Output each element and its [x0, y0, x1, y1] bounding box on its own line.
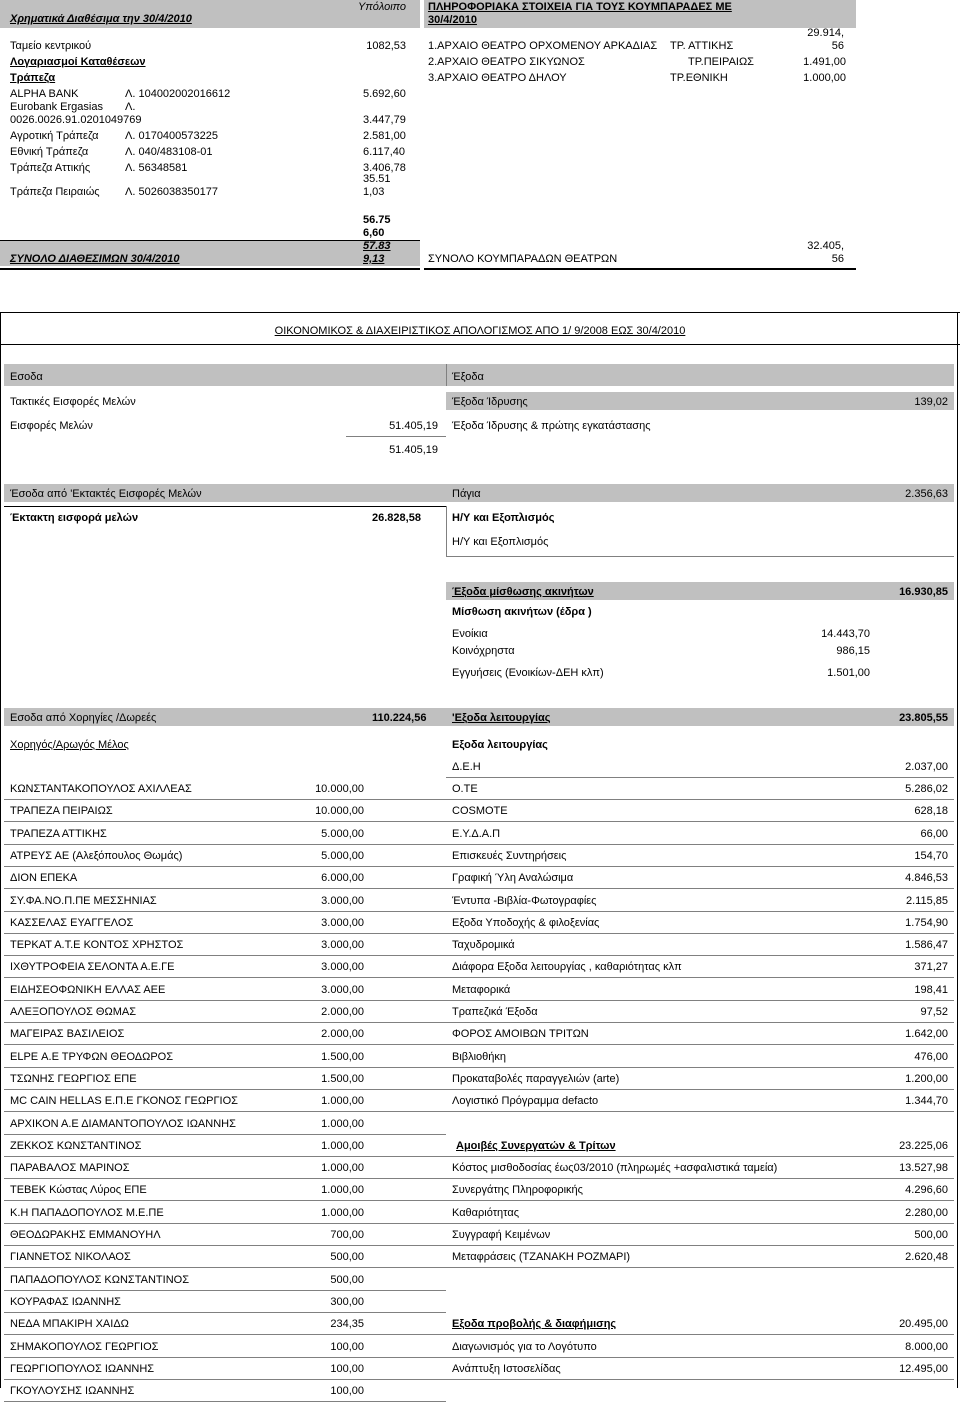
piggybank-row-value: 1.491,00	[803, 56, 846, 68]
sponsor-name: ΓΚΟΥΛΟΥΣΗΣ ΙΩΑΝΝΗΣ	[10, 1385, 135, 1397]
sponsor-name: ΤΡΑΠΕΖΑ ΠΕΙΡΑΙΩΣ	[10, 805, 113, 817]
bank-row-account-cont: 0026.0026.91.0201049769	[10, 114, 142, 126]
promotion-row-line	[446, 1379, 954, 1380]
operating-item-value: 1.642,00	[905, 1028, 948, 1040]
regular-contributions-total: 51.405,19	[389, 444, 438, 456]
bank-row-value: 3.447,79	[363, 114, 406, 126]
piggybank-row-name: 1.ΑΡΧΑΙΟ ΘΕΑΤΡΟ ΟΡΧΟΜΕΝΟΥ ΑΡΚΑΔΙΑΣ	[428, 40, 658, 52]
cash-subtotal: 56.756,60	[363, 214, 391, 239]
fee-row-line	[446, 1178, 954, 1179]
fee-item-name: Καθαριότητας	[452, 1207, 520, 1219]
rent-label: Έξοδα μίσθωσης ακινήτων	[452, 586, 594, 598]
operating-item-value: 371,27	[914, 961, 948, 973]
sponsor-name: ΘΕΟΔΩΡΑΚΗΣ ΕΜΜΑΝΟΥΗΛ	[10, 1229, 161, 1241]
sponsor-row-line	[4, 1089, 446, 1090]
operating-item-name: Ε.Υ.Δ.Α.Π	[452, 828, 501, 840]
bank-row-account: Λ. 56348581	[125, 162, 188, 174]
operating-item-value: 628,18	[914, 805, 948, 817]
fee-item-value: 13.527,98	[899, 1162, 948, 1174]
sponsor-name: ΓΕΩΡΓΙΟΠΟΥΛΟΣ ΙΩΑΝΝΗΣ	[10, 1363, 155, 1375]
sponsor-row-line	[4, 1156, 446, 1157]
sponsor-value: 2.000,00	[321, 1028, 364, 1040]
piggybank-row-bank: ΤΡ.ΠΕΙΡΑΙΩΣ	[688, 56, 754, 68]
report-right-border	[957, 312, 958, 1388]
sponsor-value: 1.500,00	[321, 1073, 364, 1085]
promotion-item-value: 12.495,00	[899, 1363, 948, 1375]
report-title-top-line	[0, 312, 960, 313]
operating-item-name: Επισκευές Συντηρήσεις	[452, 850, 567, 862]
sponsor-value: 1.500,00	[321, 1051, 364, 1063]
operating-item-name: Ταχυδρομικά	[452, 939, 515, 951]
income-header-band	[4, 364, 446, 386]
sponsor-name: ΠΑΡΑΒΑΛΟΣ ΜΑΡΙΝΟΣ	[10, 1162, 130, 1174]
sponsor-value: 2.000,00	[321, 1006, 364, 1018]
operating-item-name: Προκαταβολές παραγγελιών (arte)	[452, 1073, 620, 1085]
sponsor-name: ΤΕΡΚΑΤ Α.Τ.Ε ΚΟΝΤΟΣ ΧΡΗΣΤΟΣ	[10, 939, 184, 951]
rent-sub: Μίσθωση ακινήτων (έδρα )	[452, 606, 592, 618]
extra-item-top-line	[4, 506, 446, 507]
sponsorships-label: Εσοδα από Χορηγίες /Δωρεές	[10, 712, 157, 724]
sponsor-row-line	[4, 844, 446, 845]
sponsor-name: ΤΕΒΕΚ Κώστας Λύρος ΕΠΕ	[10, 1184, 147, 1196]
sponsor-row-line	[4, 1267, 446, 1268]
rent-item-value: 14.443,70	[821, 628, 870, 640]
sponsor-value: 1.000,00	[321, 1207, 364, 1219]
operating-row-line	[446, 1000, 954, 1001]
operating-row-line	[446, 1067, 954, 1068]
operating-item-name: ΦΟΡΟΣ ΑΜΟΙΒΩΝ ΤΡΙΤΩΝ	[452, 1028, 589, 1040]
fixed-assets-line	[446, 556, 954, 557]
sponsor-name: ΔΙΟΝ ΕΠΕΚΑ	[10, 872, 78, 884]
sponsor-value: 1.000,00	[321, 1184, 364, 1196]
expenses-header-band	[446, 364, 954, 386]
operating-item-name: Λογιστικό Πρόγραμμα defacto	[452, 1095, 599, 1107]
sponsor-value: 3.000,00	[321, 895, 364, 907]
sponsor-value: 3.000,00	[321, 939, 364, 951]
sponsor-name: ΤΡΑΠΕΖΑ ΑΤΤΙΚΗΣ	[10, 828, 107, 840]
operating-row-line	[446, 911, 954, 912]
operating-sub-label: Εξοδα λειτουργίας	[452, 739, 548, 751]
sponsor-row-line	[4, 1134, 446, 1135]
operating-item-value: 1.586,47	[905, 939, 948, 951]
sponsor-value: 3.000,00	[321, 917, 364, 929]
operating-row-line	[446, 777, 954, 778]
sponsor-row-line	[4, 1044, 446, 1045]
piggybank-row-bank: ΤΡ.ΕΘΝΙΚΗ	[670, 72, 728, 84]
sponsor-value: 700,00	[330, 1229, 364, 1241]
sponsor-value: 100,00	[330, 1385, 364, 1397]
operating-row-line	[446, 1044, 954, 1045]
piggybank-row-bank: ΤΡ. ΑΤΤΙΚΗΣ	[670, 40, 734, 52]
piggybank-row-name: 3.ΑΡΧΑΙΟ ΘΕΑΤΡΟ ΔΗΛΟΥ	[428, 72, 567, 84]
operating-item-value: 198,41	[914, 984, 948, 996]
sponsor-value: 1.000,00	[321, 1140, 364, 1152]
sponsor-value: 5.000,00	[321, 828, 364, 840]
sponsorships-value: 110.224,56	[372, 712, 427, 724]
sponsor-value: 300,00	[330, 1296, 364, 1308]
sponsor-value: 1.000,00	[321, 1095, 364, 1107]
sponsor-row-line	[4, 1200, 446, 1201]
operating-item-value: 5.286,02	[905, 783, 948, 795]
bank-row-label: Εθνική Τράπεζα	[10, 146, 89, 158]
sponsor-row-line	[4, 1245, 446, 1246]
sponsors-sub-label: Χορηγός/Αρωγός Μέλος	[10, 739, 129, 751]
operating-item-name: Διάφορα Εξοδα λειτουργίας , καθαριότητας κλπ	[452, 961, 682, 973]
cash-row-value: 1082,53	[366, 40, 406, 52]
deposits-heading: Λογαριασμοί Καταθέσεων	[10, 56, 146, 68]
sponsor-row-line	[4, 1111, 446, 1112]
operating-row-line	[446, 1089, 954, 1090]
sponsor-name: ΚΟΥΡΑΦΑΣ ΙΩΑΝΝΗΣ	[10, 1296, 121, 1308]
sponsor-row-line	[4, 799, 446, 800]
operating-label: 'Εξοδα λειτουργίας	[452, 712, 551, 724]
sponsor-name: ΝΕΔΑ ΜΠΑΚΙΡΗ ΧΑΙΔΩ	[10, 1318, 129, 1330]
rent-item-value: 1.501,00	[827, 667, 870, 679]
operating-row-line	[446, 799, 954, 800]
extra-contributions-item: Έκτακτη εισφορά μελών	[10, 512, 139, 524]
operating-item-value: 2.115,85	[905, 895, 948, 907]
bank-row-label: Αγροτική Τράπεζα	[10, 130, 99, 142]
operating-item-value: 1.200,00	[905, 1073, 948, 1085]
sponsor-row-line	[4, 955, 446, 956]
operating-row-line	[446, 1111, 954, 1112]
fee-item-value: 500,00	[914, 1229, 948, 1241]
fixed-assets-label: Πάγια	[452, 488, 481, 500]
sponsor-name: ΣΗΜΑΚΟΠΟΥΛΟΣ ΓΕΩΡΓΙΟΣ	[10, 1341, 159, 1353]
expenses-header: Έξοδα	[452, 371, 484, 383]
bank-row-account: Λ. 5026038350177	[125, 186, 218, 198]
promotion-row-line	[446, 1334, 954, 1335]
fees-value: 23.225,06	[899, 1140, 948, 1152]
sponsor-name: ΠΑΠΑΔΟΠΟΥΛΟΣ ΚΩΝΣΤΑΝΤΙΝΟΣ	[10, 1274, 189, 1286]
regular-total-line	[346, 436, 446, 437]
operating-item-name: Ο.ΤΕ	[452, 783, 478, 795]
sponsor-row-line	[4, 866, 446, 867]
operating-row-line	[446, 888, 954, 889]
sponsor-row-line	[4, 1290, 446, 1291]
fixed-assets-sub: Η/Υ και Εξοπλισμός	[452, 512, 555, 524]
piggybank-row-name: 2.ΑΡΧΑΙΟ ΘΕΑΤΡΟ ΣΙΚΥΩΝΟΣ	[428, 56, 585, 68]
operating-row-line	[446, 1022, 954, 1023]
sponsor-name: ΣΥ.ΦΑ.ΝΟ.Π.ΠΕ ΜΕΣΣΗΝΙΑΣ	[10, 895, 157, 907]
bank-row-label: Eurobank Ergasias	[10, 101, 103, 113]
sponsor-row-line	[4, 1334, 446, 1335]
piggybank-row-value: 29.914,56	[807, 27, 844, 52]
promotion-label: Εξοδα προβολής & διαφήμισης	[452, 1318, 617, 1330]
promotion-value: 20.495,00	[899, 1318, 948, 1330]
operating-item-value: 154,70	[914, 850, 948, 862]
sponsor-name: ΑΤΡΕΥΣ ΑΕ (Αλεξόπουλος Θωμάς)	[10, 850, 183, 862]
cash-total-top-line	[0, 240, 420, 241]
bank-row-account: Λ. 040/483108-01	[125, 146, 213, 158]
bank-row-value: 2.581,00	[363, 130, 406, 142]
sponsor-value: 6.000,00	[321, 872, 364, 884]
fee-row-line	[446, 1223, 954, 1224]
operating-item-value: 2.037,00	[905, 761, 948, 773]
sponsor-value: 3.000,00	[321, 984, 364, 996]
operating-item-name: Τραπεζικά Έξοδα	[452, 1006, 538, 1018]
sponsor-name: MC CAIN HELLAS Ε.Π.Ε ΓΚΟΝΟΣ ΓΕΩΡΓΙΟΣ	[10, 1095, 238, 1107]
sponsor-name: ΖΕΚΚΟΣ ΚΩΝΣΤΑΝΤΙΝΟΣ	[10, 1140, 142, 1152]
promotion-item-value: 8.000,00	[905, 1341, 948, 1353]
operating-item-name: Εξοδα Υποδοχής & φιλοξενίας	[452, 917, 600, 929]
sponsor-value: 10.000,00	[315, 805, 364, 817]
setup-value: 139,02	[914, 396, 948, 408]
fees-label: Αμοιβές Συνεργατών & Τρίτων	[456, 1140, 616, 1152]
operating-item-value: 476,00	[914, 1051, 948, 1063]
rent-item-name: Κοινόχρηστα	[452, 645, 515, 657]
bank-row-account: Λ.	[125, 101, 136, 113]
operating-row-line	[446, 821, 954, 822]
sponsor-name: ΕΙΔΗΣΕΟΦΩΝΙΚΗ ΕΛΛΑΣ ΑΕΕ	[10, 984, 166, 996]
piggybank-total-bottom-line	[424, 268, 856, 270]
income-header: Εσοδα	[10, 371, 43, 383]
sponsor-row-line	[4, 1223, 446, 1224]
bank-row-value: 3.406,78	[363, 162, 406, 174]
fixed-assets-item: Η/Υ και Εξοπλισμός	[452, 536, 549, 548]
bank-row-account: Λ. 0170400573225	[125, 130, 218, 142]
operating-item-value: 66,00	[920, 828, 948, 840]
piggybank-total-value: 32.405,56	[807, 240, 844, 265]
operating-row-line	[446, 955, 954, 956]
sponsor-row-line	[4, 911, 446, 912]
extra-contributions-value: 26.828,58	[372, 512, 421, 524]
bank-row-account: Λ. 104002002016612	[125, 88, 231, 100]
rent-item-name: Εγγυήσεις (Ενοικίων-ΔΕΗ κλπ)	[452, 667, 604, 679]
report-title-bottom-line	[0, 344, 960, 345]
fee-item-value: 2.280,00	[905, 1207, 948, 1219]
sponsor-row-line	[4, 1022, 446, 1023]
extra-contributions-label: Έσοδα από 'Εκτακτές Εισφορές Μελών	[10, 488, 202, 500]
piggybank-row-value: 1.000,00	[803, 72, 846, 84]
bank-row-label: Τράπεζα Αττικής	[10, 162, 91, 174]
fee-item-value: 4.296,60	[905, 1184, 948, 1196]
bank-row-label: Τράπεζα Πειραιώς	[10, 186, 100, 198]
sponsor-name: ΑΛΕΞΟΠΟΥΛΟΣ ΘΩΜΑΣ	[10, 1006, 137, 1018]
sponsor-name: ΚΑΣΣΕΛΑΣ ΕΥΑΓΓΕΛΟΣ	[10, 917, 134, 929]
sponsor-name: ΓΙΑΝΝΕΤΟΣ ΝΙΚΟΛΑΟΣ	[10, 1251, 131, 1263]
piggybank-total-label: ΣΥΝΟΛΟ ΚΟΥΜΠΑΡΑΔΩΝ ΘΕΑΤΡΩΝ	[428, 253, 618, 265]
cash-row-label: Ταμείο κεντρικού	[10, 40, 92, 52]
header-divider	[446, 364, 447, 386]
cash-total-label: ΣΥΝΟΛΟ ΔΙΑΘΕΣΙΜΩΝ 30/4/2010	[10, 253, 180, 265]
fee-row-line	[446, 1267, 954, 1268]
promotion-item-name: Διαγωνισμός για το Λογότυπο	[452, 1341, 597, 1353]
operating-value: 23.805,55	[899, 712, 948, 724]
sponsor-name: ΜΑΓΕΙΡΑΣ ΒΑΣΙΛΕΙΟΣ	[10, 1028, 125, 1040]
setup-label: Έξοδα Ίδρυσης	[452, 396, 528, 408]
sponsor-row-line	[4, 1312, 446, 1313]
bank-row-value: 5.692,60	[363, 88, 406, 100]
promotion-item-name: Ανάπτυξη Ιστοσελίδας	[452, 1363, 561, 1375]
fee-row-line	[446, 1200, 954, 1201]
extra-divider	[446, 506, 447, 556]
sponsor-row-line	[4, 933, 446, 934]
sponsor-row-line	[4, 977, 446, 978]
sponsor-value: 500,00	[330, 1274, 364, 1286]
operating-item-name: Βιβλιοθήκη	[452, 1051, 507, 1063]
sponsor-name: ΙΧΘΥΤΡΟΦΕΙΑ ΣΕΛΟΝΤΑ Α.Ε.ΓΕ	[10, 961, 175, 973]
sponsor-value: 1.000,00	[321, 1162, 364, 1174]
bank-row-label: ALPHA BANK	[10, 88, 79, 100]
rent-value: 16.930,85	[899, 586, 948, 598]
operating-item-value: 97,52	[920, 1006, 948, 1018]
cash-total-bottom-line	[0, 268, 420, 270]
fixed-assets-value: 2.356,63	[905, 488, 948, 500]
report-title: ΟΙΚΟΝΟΜΙΚΟΣ & ΔΙΑΧΕΙΡΙΣΤΙΚΟΣ ΑΠΟΛΟΓΙΣΜΟΣ ΑΠΟ 1/ 9/2008 ΕΩΣ 30/4/2010	[274, 325, 686, 337]
sponsor-value: 234,35	[330, 1318, 364, 1330]
balance-header: Υπόλοιπο	[358, 1, 406, 13]
sponsor-row-line	[4, 888, 446, 889]
operating-item-name: Μεταφορικά	[452, 984, 511, 996]
cash-total-value: 57.839,13	[363, 240, 391, 265]
bank-row-value: 35.511,03	[363, 173, 391, 198]
rent-item-name: Ενοίκια	[452, 628, 488, 640]
sponsor-row-line	[4, 1357, 446, 1358]
fee-item-name: Κόστος μισθοδοσίας έως03/2010 (πληρωμές +ασφαλιστικά ταμεία)	[452, 1162, 778, 1174]
bank-heading: Τράπεζα	[10, 72, 56, 84]
operating-item-name: Έντυπα -Βιβλία-Φωτογραφίες	[452, 895, 597, 907]
sponsor-name: ΑΡΧΙΚΟΝ Α.Ε ΔΙΑΜΑΝΤΟΠΟΥΛΟΣ ΙΩΑΝΝΗΣ	[10, 1118, 236, 1130]
sponsor-name: ELPE Α.Ε ΤΡΥΦΩΝ ΘΕΟΔΩΡΟΣ	[10, 1051, 174, 1063]
operating-item-name: Δ.Ε.Η	[452, 761, 481, 773]
operating-row-line	[446, 866, 954, 867]
operating-item-value: 1.344,70	[905, 1095, 948, 1107]
sponsor-value: 100,00	[330, 1363, 364, 1375]
fee-item-name: Συνεργάτης Πληροφορικής	[452, 1184, 583, 1196]
bank-row-value: 6.117,40	[363, 146, 406, 158]
operating-row-line	[446, 977, 954, 978]
fee-row-line	[446, 1245, 954, 1246]
regular-contributions-label: Τακτικές Εισφορές Μελών	[10, 396, 136, 408]
fee-item-name: Συγγραφή Κειμένων	[452, 1229, 551, 1241]
sponsor-row-line	[4, 1379, 446, 1380]
regular-contributions-value: 51.405,19	[389, 420, 438, 432]
cash-header: Χρηματικά Διαθέσιμα την 30/4/2010	[10, 13, 192, 25]
sponsor-value: 100,00	[330, 1341, 364, 1353]
operating-row-line	[446, 933, 954, 934]
fees-row-line	[446, 1156, 954, 1157]
rent-item-value: 986,15	[836, 645, 870, 657]
sponsor-row-line	[4, 1178, 446, 1179]
sponsor-value: 1.000,00	[321, 1118, 364, 1130]
sponsor-value: 5.000,00	[321, 850, 364, 862]
sponsor-row-line	[4, 821, 446, 822]
operating-item-value: 4.846,53	[905, 872, 948, 884]
sponsor-value: 500,00	[330, 1251, 364, 1263]
fee-item-value: 2.620,48	[905, 1251, 948, 1263]
sponsor-name: ΤΣΩΝΗΣ ΓΕΩΡΓΙΟΣ ΕΠΕ	[10, 1073, 137, 1085]
sponsor-name: Κ.Η ΠΑΠΑΔΟΠΟΥΛΟΣ Μ.Ε.ΠΕ	[10, 1207, 164, 1219]
sponsor-row-line	[4, 1000, 446, 1001]
piggybank-header: ΠΛΗΡΟΦΟΡΙΑΚΑ ΣΤΟΙΧΕΙΑ ΓΙΑ ΤΟΥΣ ΚΟΥΜΠΑΡΑΔΕΣ ΜΕ 30/4/2010	[428, 1, 732, 26]
promotion-row-line	[446, 1357, 954, 1358]
operating-item-value: 1.754,90	[905, 917, 948, 929]
sponsor-value: 10.000,00	[315, 783, 364, 795]
operating-item-name: Γραφική Ύλη Αναλώσιμα	[452, 872, 574, 884]
sponsor-name: ΚΩΝΣΤΑΝΤΑΚΟΠΟΥΛΟΣ ΑΧΙΛΛΕΑΣ	[10, 783, 192, 795]
operating-item-name: COSMOTE	[452, 805, 508, 817]
regular-contributions-item: Εισφορές Μελών	[10, 420, 93, 432]
report-left-border	[0, 312, 1, 1388]
sponsor-row-line	[4, 1067, 446, 1068]
operating-row-line	[446, 844, 954, 845]
fee-item-name: Μεταφράσεις (ΤΖΑΝΑΚΗ ΡΟΖΜΑΡΙ)	[452, 1251, 631, 1263]
setup-item: Έξοδα Ίδρυσης & πρώτης εγκατάστασης	[452, 420, 651, 432]
sponsor-value: 3.000,00	[321, 961, 364, 973]
